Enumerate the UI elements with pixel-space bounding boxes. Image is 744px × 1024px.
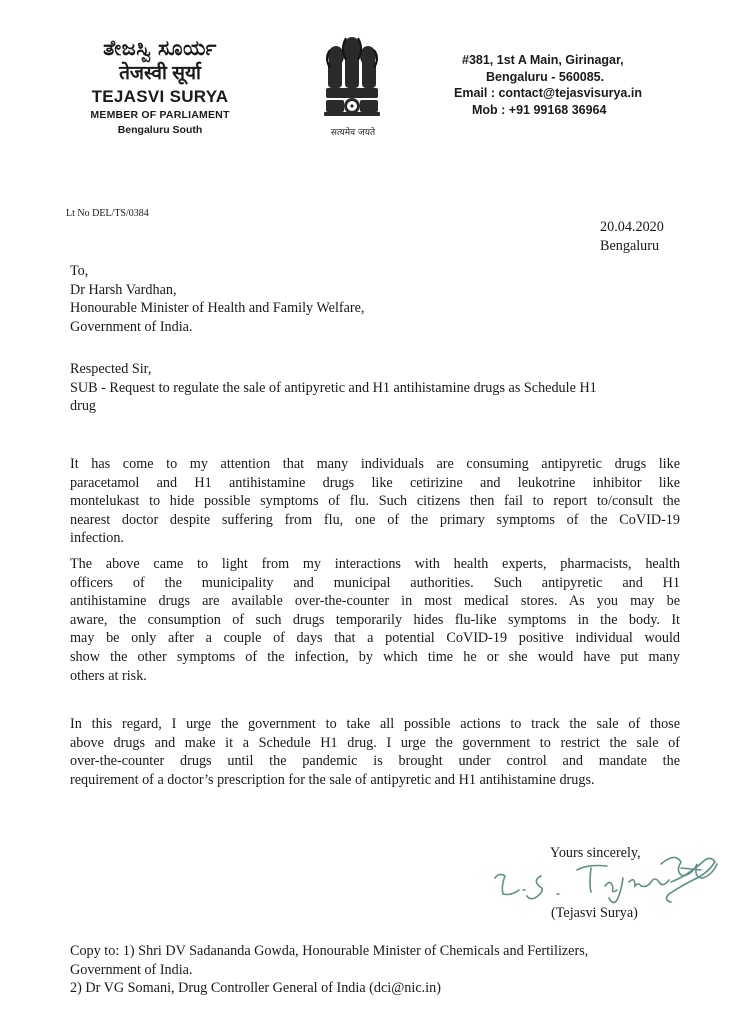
paragraph-line: The above came to light from my interactions with health experts, pharmacists, health (70, 556, 680, 572)
mobile-line: Mob : +91 99168 36964 (472, 102, 607, 117)
closing: Yours sincerely, (550, 845, 641, 861)
paragraph-line: officers of the municipality and municipal authorities. Such antipyretic and H1 (70, 574, 680, 591)
copy-to-line: Government of India. (70, 961, 193, 978)
emblem-motto: सत्यमेव जयते (330, 128, 376, 138)
recipient-line: Honourable Minister of Health and Family Welfare, (70, 300, 365, 317)
paragraph-line: In this regard, I urge the government to take all possible actions to track the sale of those (70, 716, 680, 732)
paragraph-line: It has come to my attention that many individuals are consuming antipyretic drugs like (70, 456, 680, 472)
paragraph-line: may be only after a couple of days that a potential CoVID-19 positive individual would (70, 630, 680, 647)
name-english: TEJASVI SURYA (91, 87, 229, 106)
paragraph-line: aware, the consumption of such drugs temporarily hides flu-like symptoms in the body. It (70, 611, 680, 628)
paragraph-line: paracetamol and H1 antihistamine drugs like cetirizine and leukotrine inhibitor like (70, 474, 680, 491)
address-line-2: Bengaluru - 560085. (486, 69, 605, 84)
paragraph-line: nearest doctor despite suffering from flu, one of the primary symptoms of the CoVID-19 (70, 511, 680, 528)
copy-to-line: 2) Dr VG Somani, Drug Controller General of India (dci@nic.in) (70, 980, 441, 997)
signer-name: (Tejasvi Surya) (551, 905, 638, 921)
subject-line: drug (70, 398, 97, 415)
paragraph-line: others at risk. (70, 667, 147, 684)
paragraph-line: requirement of a doctor’s prescription for the sale of antipyretic and H1 antihistamine drugs. (70, 771, 595, 788)
date-place-block (600, 218, 680, 255)
letter-place: Bengaluru (600, 237, 660, 254)
designation: MEMBER OF PARLIAMENT (90, 109, 230, 121)
subject-block (70, 360, 680, 416)
national-emblem-icon (312, 26, 392, 136)
copy-to-line: Copy to: 1) Shri DV Sadananda Gowda, Honourable Minister of Chemicals and Fertilizers, (70, 943, 589, 959)
subject-line: SUB - Request to regulate the sale of antipyretic and H1 antihistamine drugs as Schedule H1 (70, 379, 597, 396)
body-paragraph-1 (70, 455, 680, 548)
body-paragraph-2 (70, 555, 680, 685)
letterhead-name-block (50, 36, 270, 137)
letter-reference: Lt No DEL/TS/0384 (66, 208, 149, 219)
name-kannada: ತೇಜಸ್ವಿ ಸೂರ್ಯ (103, 37, 217, 60)
paragraph-line: over-the-counter drugs until the pandemic is brought under control and mandate the (70, 753, 680, 770)
letterhead-contact-block (448, 52, 688, 118)
salutation: Respected Sir, (70, 361, 152, 377)
recipient-line: Government of India. (70, 318, 193, 335)
recipient-line: To, (70, 263, 89, 279)
email-line: Email : contact@tejasvisurya.in (454, 86, 642, 100)
copy-to-block (70, 942, 710, 998)
recipient-line: Dr Harsh Vardhan, (70, 281, 177, 298)
body-paragraph-3 (70, 715, 680, 789)
letter-date: 20.04.2020 (600, 219, 664, 235)
recipient-block (70, 262, 670, 336)
paragraph-line: infection. (70, 530, 124, 547)
paragraph-line: show the other symptoms of the infection, by which time he or she would have put many (70, 648, 680, 665)
address-line-1: #381, 1st A Main, Girinagar, (462, 53, 624, 67)
constituency: Bengaluru South (117, 124, 203, 136)
paragraph-line: montelukast to hide possible symptoms of flu. Such citizens then fail to report to/consult the (70, 493, 680, 510)
paragraph-line: antihistamine drugs are available over-the-counter in most medical stores. As you may be (70, 593, 680, 610)
name-hindi: तेजस्वी सूर्या (119, 63, 201, 84)
paragraph-line: above drugs and make it a Schedule H1 drug. I urge the government to restrict the sale of (70, 734, 680, 751)
